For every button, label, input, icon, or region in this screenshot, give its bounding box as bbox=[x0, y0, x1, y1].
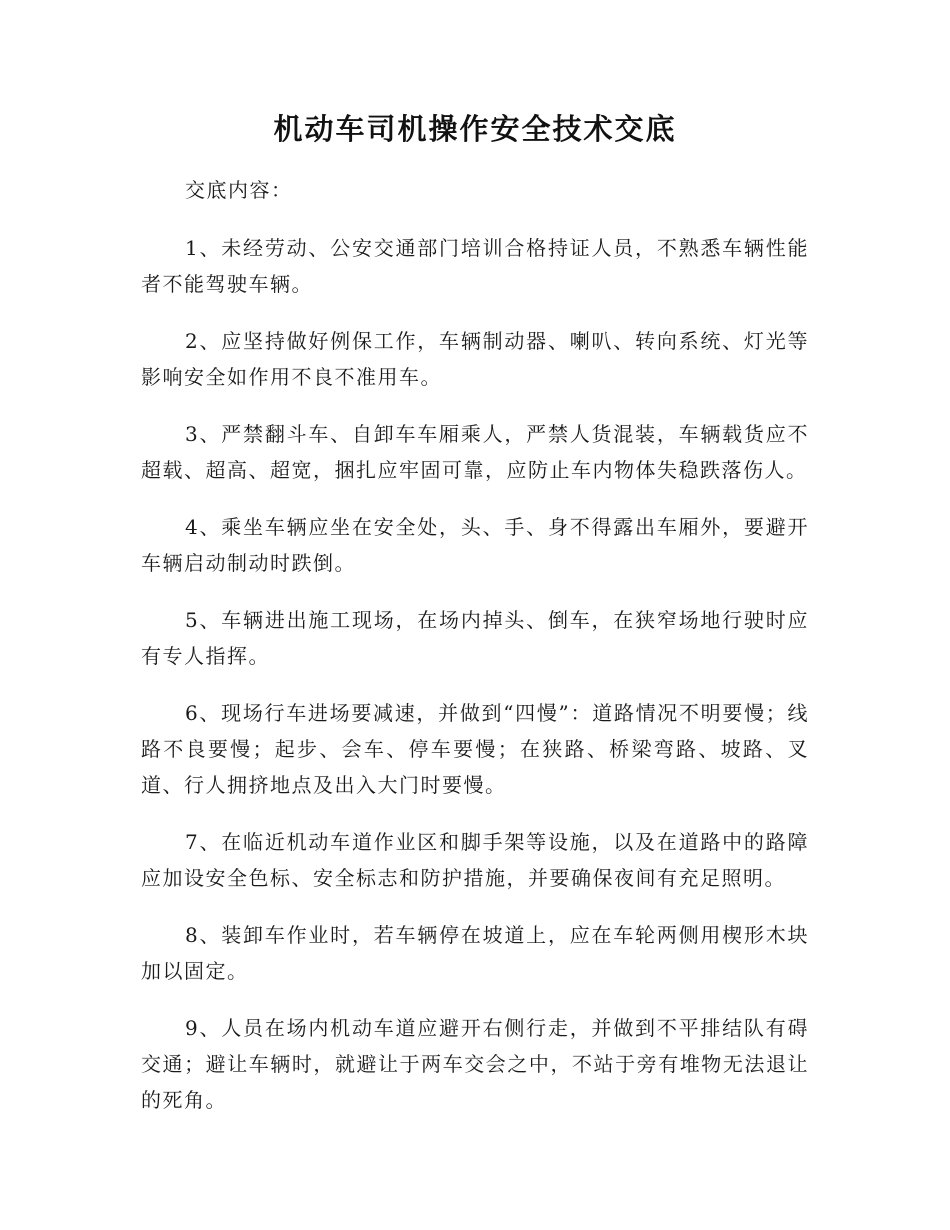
rule-item-8: 8、装卸车作业时，若车辆停在坡道上，应在车轮两侧用楔形木块加以固定。 bbox=[141, 923, 809, 983]
document-title: 机动车司机操作安全技术交底 bbox=[273, 112, 677, 146]
rule-item-7: 7、在临近机动车道作业区和脚手架等设施，以及在道路中的路障应加设安全色标、安全标志和防护措施，并要确保夜间有充足照明。 bbox=[141, 830, 809, 890]
intro-label: 交底内容： bbox=[185, 178, 293, 202]
rule-item-3: 3、严禁翻斗车、自卸车车厢乘人，严禁人货混装，车辆载货应不超载、超高、超宽，捆扎应牢固可靠，应防止车内物体失稳跌落伤人。 bbox=[141, 422, 809, 482]
rule-item-6: 6、现场行车进场要减速，并做到“四慢”：道路情况不明要慢；线路不良要慢；起步、会车、停车要慢；在狭路、桥梁弯路、坡路、叉道、行人拥挤地点及出入大门时要慢。 bbox=[141, 701, 809, 797]
rule-item-2: 2、应坚持做好例保工作，车辆制动器、喇叭、转向系统、灯光等影响安全如作用不良不准用车。 bbox=[141, 329, 809, 389]
rule-item-4: 4、乘坐车辆应坐在安全处，头、手、身不得露出车厢外，要避开车辆启动制动时跌倒。 bbox=[141, 515, 809, 575]
rule-item-5: 5、车辆进出施工现场，在场内掉头、倒车，在狭窄场地行驶时应有专人指挥。 bbox=[141, 608, 809, 668]
document-page bbox=[141, 108, 809, 1139]
rule-item-1: 1、未经劳动、公安交通部门培训合格持证人员，不熟悉车辆性能者不能驾驶车辆。 bbox=[141, 236, 809, 296]
rule-item-9: 9、人员在场内机动车道应避开右侧行走，并做到不平排结队有碍交通；避让车辆时，就避让于两车交会之中，不站于旁有堆物无法退让的死角。 bbox=[141, 1016, 809, 1112]
rule-list bbox=[141, 230, 809, 1118]
